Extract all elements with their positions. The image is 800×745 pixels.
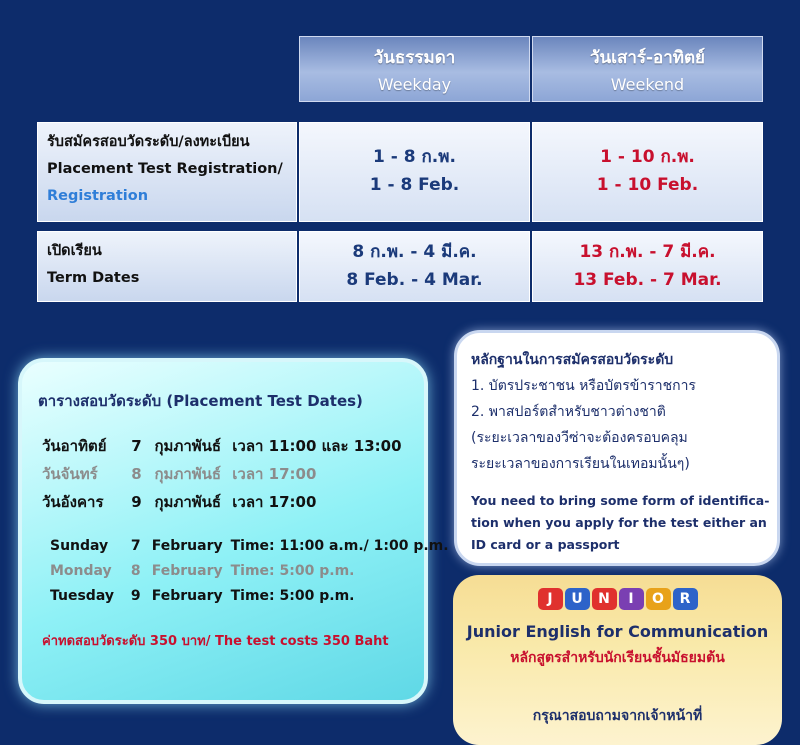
en-time: Time: 5:00 p.m. xyxy=(230,563,355,579)
junior-letter-badge: O xyxy=(646,588,671,610)
weekend-header xyxy=(532,36,763,102)
en-date: 8 xyxy=(130,563,141,579)
term-label-th: เปิดเรียน xyxy=(47,243,102,259)
junior-subtitle: หลักสูตรสำหรับนักเรียนชั้นมัธยมต้น xyxy=(510,650,725,666)
requirement-en-3: ID card or a passport xyxy=(471,537,620,552)
thai-date: 7 xyxy=(131,437,142,455)
thai-month: กุมภาพันธ์ xyxy=(154,465,222,483)
junior-logo xyxy=(453,588,782,610)
thai-date: 8 xyxy=(131,465,142,483)
thai-month: กุมภาพันธ์ xyxy=(154,437,222,455)
weekday-header-th: วันธรรมดา xyxy=(373,48,456,68)
en-time: Time: 5:00 p.m. xyxy=(230,588,355,604)
weekend-header-th: วันเสาร์-อาทิตย์ xyxy=(589,48,706,68)
thai-day: วันอังคาร xyxy=(42,493,104,511)
weekday-header xyxy=(299,36,530,102)
requirement-item-3: (ระยะเวลาของวีซ่าจะต้องครอบคลุม xyxy=(471,430,688,446)
thai-day: วันจันทร์ xyxy=(42,465,98,483)
registration-weekend-en: 1 - 10 Feb. xyxy=(596,175,699,195)
junior-panel xyxy=(453,575,782,745)
en-day: Tuesday xyxy=(50,588,114,604)
en-row-monday xyxy=(50,563,354,579)
placement-test-panel xyxy=(18,358,449,704)
registration-weekday-th: 1 - 8 ก.พ. xyxy=(373,147,456,167)
en-month: February xyxy=(151,563,223,579)
en-month: February xyxy=(151,538,223,554)
en-month: February xyxy=(151,588,223,604)
registration-weekend-th: 1 - 10 ก.พ. xyxy=(600,147,695,167)
term-weekday-th: 8 ก.พ. - 4 มี.ค. xyxy=(352,242,477,262)
thai-time: เวลา 17:00 xyxy=(232,465,317,483)
en-day: Monday xyxy=(50,563,112,579)
thai-row-tuesday xyxy=(42,490,316,514)
junior-letter-badge: N xyxy=(592,588,617,610)
thai-row-monday xyxy=(42,462,316,486)
registration-label-en2: Registration xyxy=(47,188,149,204)
thai-day: วันอาทิตย์ xyxy=(42,437,107,455)
term-weekday xyxy=(299,231,530,302)
thai-time: เวลา 11:00 และ 13:00 xyxy=(232,437,402,455)
registration-label-th: รับสมัครสอบวัดระดับ/ลงทะเบียน xyxy=(47,134,250,150)
en-day: Sunday xyxy=(50,538,109,554)
thai-row-sunday xyxy=(42,434,402,458)
term-weekend xyxy=(532,231,763,302)
term-weekend-en: 13 Feb. - 7 Mar. xyxy=(573,270,722,290)
en-row-sunday xyxy=(50,538,449,554)
term-label-en: Term Dates xyxy=(47,270,140,286)
requirement-item-2: 2. พาสปอร์ตสำหรับชาวต่างชาติ xyxy=(471,404,666,420)
placement-test-title: ตารางสอบวัดระดับ (Placement Test Dates) xyxy=(38,392,363,410)
thai-date: 9 xyxy=(131,493,142,511)
junior-note: กรุณาสอบถามจากเจ้าหน้าที่ xyxy=(532,708,703,724)
requirements-title: หลักฐานในการสมัครสอบวัดระดับ xyxy=(471,352,674,368)
registration-weekday xyxy=(299,122,530,222)
weekend-header-en: Weekend xyxy=(610,75,685,94)
en-date: 9 xyxy=(130,588,141,604)
term-label xyxy=(37,231,297,302)
junior-letter-badge: R xyxy=(673,588,698,610)
thai-time: เวลา 17:00 xyxy=(232,493,317,511)
registration-weekend xyxy=(532,122,763,222)
registration-label xyxy=(37,122,297,222)
junior-letter-badge: J xyxy=(538,588,563,610)
en-row-tuesday xyxy=(50,588,354,604)
junior-letter-badge: U xyxy=(565,588,590,610)
en-time: Time: 11:00 a.m./ 1:00 p.m. xyxy=(230,538,449,554)
requirements-panel xyxy=(454,330,780,566)
requirement-item-4: ระยะเวลาของการเรียนในเทอมนั้นๆ) xyxy=(471,456,690,472)
registration-label-en1: Placement Test Registration/ xyxy=(47,161,283,177)
requirement-en-2: tion when you apply for the test either an xyxy=(471,515,767,530)
weekday-header-en: Weekday xyxy=(377,75,452,94)
junior-title: Junior English for Communication xyxy=(466,622,769,641)
requirement-en-1: You need to bring some form of identifica- xyxy=(471,493,770,508)
term-weekday-en: 8 Feb. - 4 Mar. xyxy=(346,270,483,290)
thai-month: กุมภาพันธ์ xyxy=(154,493,222,511)
registration-weekday-en: 1 - 8 Feb. xyxy=(369,175,460,195)
junior-letter-badge: I xyxy=(619,588,644,610)
requirement-item-1: 1. บัตรประชาชน หรือบัตรข้าราชการ xyxy=(471,378,696,394)
term-weekend-th: 13 ก.พ. - 7 มี.ค. xyxy=(579,242,716,262)
test-cost: ค่าทดสอบวัดระดับ 350 บาท/ The test costs 350 Baht xyxy=(42,634,389,649)
en-date: 7 xyxy=(130,538,141,554)
